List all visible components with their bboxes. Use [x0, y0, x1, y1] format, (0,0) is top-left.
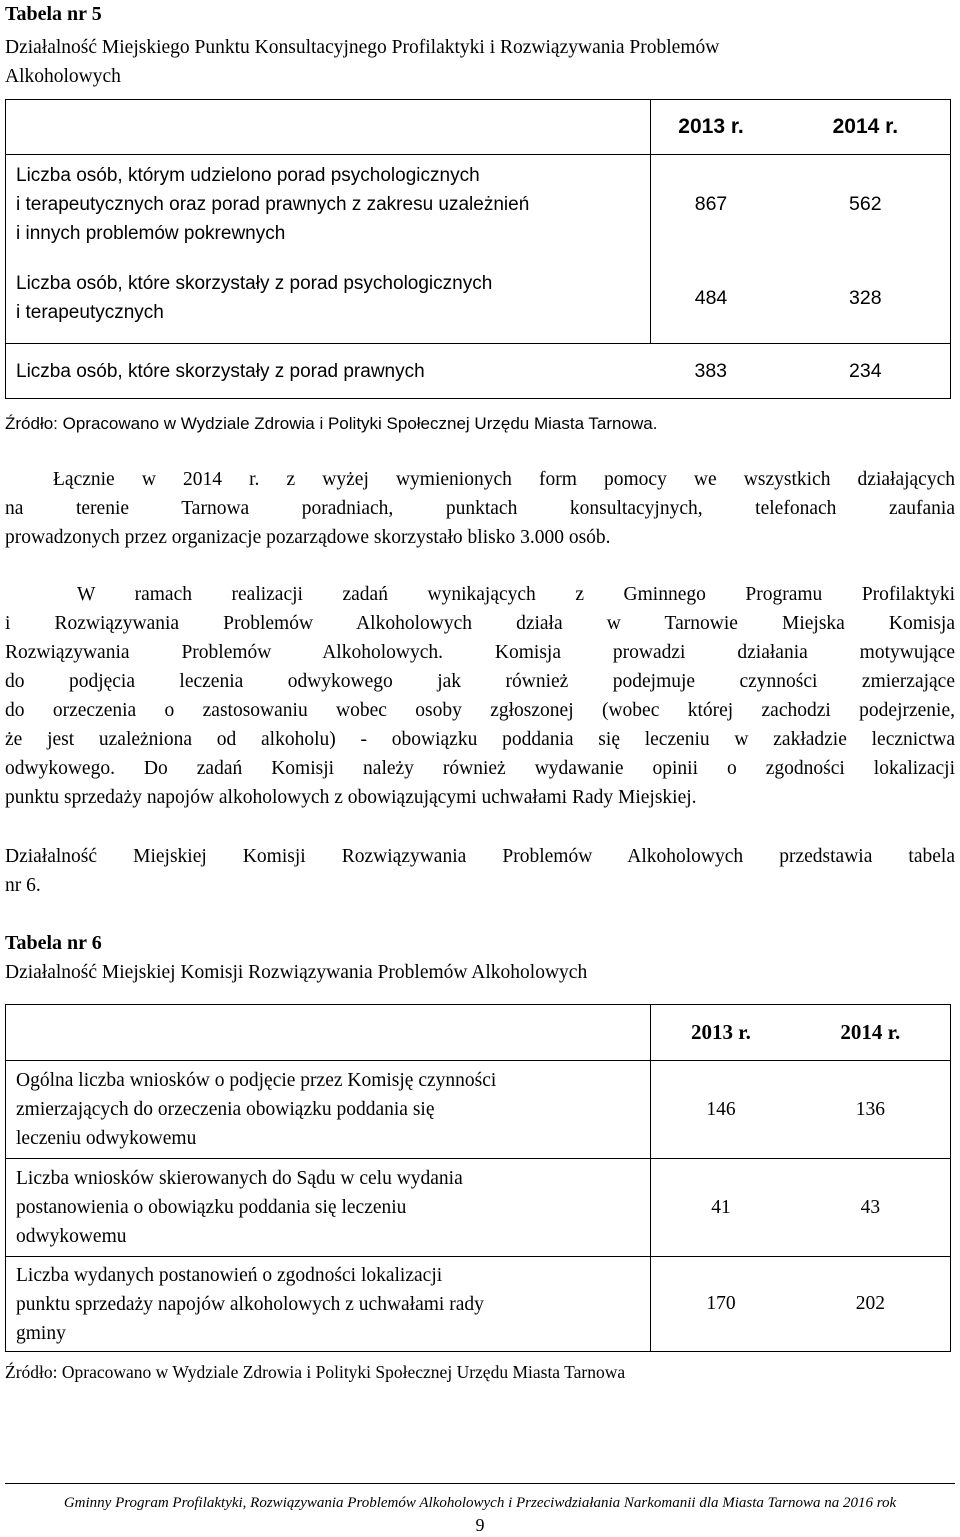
- table6-header-2014: 2014 r.: [840, 1020, 901, 1044]
- page-number: 9: [475, 1515, 485, 1535]
- table6-empty-header: [6, 1005, 651, 1061]
- table-row: [6, 155, 951, 254]
- table-row: [6, 254, 951, 344]
- table6-source: Źródło: Opracowano w Wydziale Zdrowia i Polityki Społecznej Urzędu Miasta Tarnowa: [5, 1362, 626, 1382]
- table5-row3-2014: 234: [849, 359, 882, 382]
- table6-row3-2014: 202: [855, 1293, 885, 1314]
- table5-caption: Działalność Miejskiego Punktu Konsultacyjnego Profilaktyki i Rozwiązywania Problemów Alkoholowych: [5, 37, 720, 87]
- table-row: [6, 1257, 951, 1352]
- table-row: [6, 344, 951, 399]
- paragraph-summary: Łącznie w 2014 r. z wyżej wymienionych form pomocy we wszystkich działających na terenie Tarnowa poradniach, punktach konsultacyjnych, telefonach zaufania prowadzonych przez organizacje pozarządowe skorzystało blisko 3.000 osób.: [5, 469, 955, 548]
- paragraph-commission: W ramach realizacji zadań wynikających z Gminnego Programu Profilaktyki i Rozwiązywania Problemów Alkoholowych działa w Tarnowie Miejska Komisja Rozwiązywania Problemów Alkoholowych. Komisja prowadzi działania motywujące do podjęcia leczenia odwykowego jak również podejmuje czynności zmierzające do orzeczenia o zastosowaniu wobec osoby zgłoszonej (wobec której zachodzi podejrzenie, że jest uzależniona od alkoholu) - obowiązku poddania się leczeniu w zakładzie lecznictwa odwykowego. Do zadań Komisji należy również wydawanie opinii o zgodności lokalizacji punktu sprzedaży napojów alkoholowych z obowiązującymi uchwałami Rady Miejskiej.: [5, 584, 955, 808]
- table-row: [6, 1159, 951, 1257]
- table-row: [6, 1061, 951, 1159]
- table5-row1-2013: 867: [694, 192, 728, 215]
- table6-row1-label: Ogólna liczba wniosków o podjęcie przez Komisję czynności zmierzających do orzeczenia obowiązku poddania się leczeniu odwykowemu: [16, 1070, 497, 1149]
- table5-row3-2013: 383: [694, 359, 728, 382]
- table6-caption: Działalność Miejskiej Komisji Rozwiązywania Problemów Alkoholowych: [5, 962, 588, 983]
- table5-source: Źródło: Opracowano w Wydziale Zdrowia i Polityki Społecznej Urzędu Miasta Tarnowa.: [5, 414, 658, 433]
- table6-row2-2013: 41: [711, 1196, 731, 1218]
- table6-row2-2014: 43: [860, 1196, 881, 1218]
- table5-row1-label: Liczba osób, którym udzielono porad psychologicznych i terapeutycznych oraz porad prawnych z zakresu uzależnień i innych problemów pokrewnych: [16, 164, 530, 244]
- table5-header-2013: 2013 r.: [678, 115, 744, 138]
- table6-header-row: [6, 1005, 951, 1061]
- table6-row3-label: Liczba wydanych postanowień o zgodności lokalizacji punktu sprzedaży napojów alkoholowych z uchwałami rady gminy: [16, 1264, 484, 1344]
- table6-row1-2013: 146: [706, 1098, 736, 1120]
- table5-row2-2014: 328: [849, 286, 882, 309]
- table5-row1-2014: 562: [849, 192, 882, 215]
- table6: [5, 1004, 951, 1352]
- table5-header-row: [6, 100, 951, 155]
- table5-row2-2013: 484: [694, 286, 728, 309]
- table6-title: Tabela nr 6: [5, 932, 102, 954]
- table5-empty-header: [6, 100, 651, 155]
- table6-row1-2014: 136: [855, 1098, 885, 1120]
- table6-row2-label: Liczba wniosków skierowanych do Sądu w celu wydania postanowienia o obowiązku poddania się leczeniu odwykowemu: [16, 1168, 463, 1247]
- footer-text: Gminny Program Profilaktyki, Rozwiązywania Problemów Alkoholowych i Przeciwdziałania Narkomanii dla Miasta Tarnowa na 2016 rok: [63, 1495, 897, 1511]
- table6-header-2013: 2013 r.: [691, 1020, 751, 1044]
- paragraph-table6-intro: Działalność Miejskiej Komisji Rozwiązywania Problemów Alkoholowych przedstawia tabela nr 6.: [5, 846, 955, 896]
- table5-header-2014: 2014 r.: [832, 115, 899, 138]
- table5-row2-label: Liczba osób, które skorzystały z porad psychologicznych i terapeutycznych: [16, 273, 493, 324]
- table6-row3-2013: 170: [706, 1293, 736, 1314]
- footer-divider: [5, 1483, 955, 1484]
- table5-title: Tabela nr 5: [5, 3, 102, 25]
- table5: [5, 99, 951, 399]
- table5-row3-label: Liczba osób, które skorzystały z porad prawnych: [16, 360, 425, 382]
